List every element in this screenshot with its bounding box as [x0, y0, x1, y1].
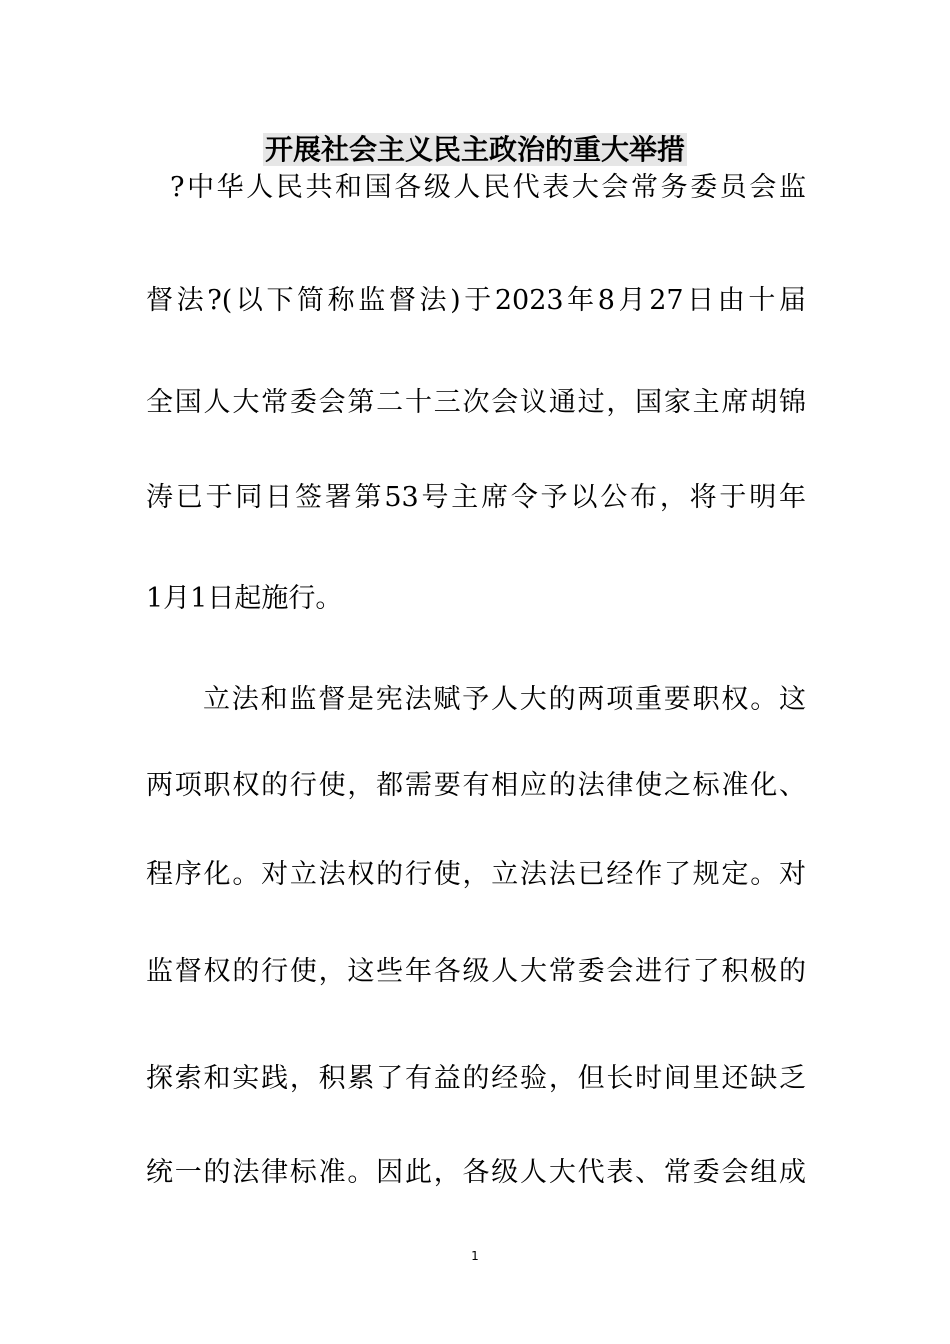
- paragraph-1-line-4: 涛已于同日签署第53号主席令予以公布，将于明年: [146, 482, 806, 513]
- paragraph-2-line-1: 立法和监督是宪法赋予人大的两项重要职权。这: [203, 684, 806, 715]
- paragraph-2-line-5: 探索和实践，积累了有益的经验，但长时间里还缺乏: [146, 1063, 806, 1094]
- paragraph-1-line-5: 1月1日起施行。: [146, 583, 343, 614]
- paragraph-2-line-2: 两项职权的行使，都需要有相应的法律使之标准化、: [146, 770, 806, 801]
- paragraph-2-line-6: 统一的法律标准。因此，各级人大代表、常委会组成: [146, 1157, 806, 1188]
- paragraph-1-line-3: 全国人大常委会第二十三次会议通过，国家主席胡锦: [146, 387, 806, 418]
- document-title: [0, 128, 950, 172]
- paragraph-1-line-1: ?中华人民共和国各级人民代表大会常务委员会监: [170, 172, 806, 203]
- page-number: 1: [471, 1249, 479, 1263]
- document-title-text: 开展社会主义民主政治的重大举措: [264, 133, 685, 166]
- paragraph-2-line-4: 监督权的行使，这些年各级人大常委会进行了积极的: [146, 956, 806, 987]
- paragraph-1-line-2: 督法?(以下简称监督法)于2023年8月27日由十届: [146, 285, 806, 316]
- paragraph-2-line-3: 程序化。对立法权的行使，立法法已经作了规定。对: [146, 859, 806, 890]
